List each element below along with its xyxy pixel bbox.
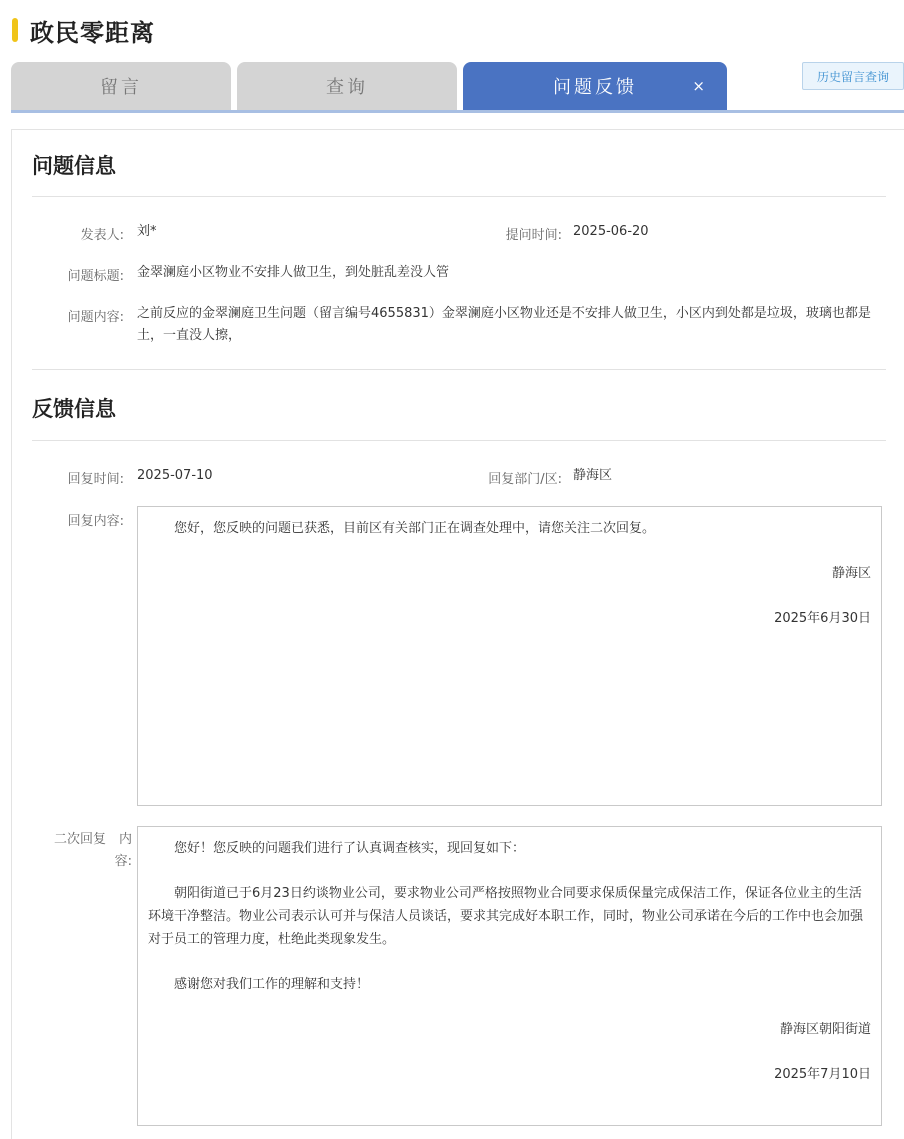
reply-content-box (137, 506, 882, 806)
divider (32, 440, 886, 441)
page-header (12, 14, 155, 46)
ask-time-value: 2025-06-20 (573, 224, 649, 239)
reply-dept-value: 静海区 (573, 468, 613, 483)
reply-date: 2025年6月30日 (774, 611, 871, 626)
second-reply-p3: 感谢您对我们工作的理解和支持！ (174, 977, 370, 992)
second-reply-p2: 朝阳街道已于6月23日约谈物业公司，要求物业公司严格按照物业合同要求保质保量完成保洁工作，保证各位业主的生活环境干净整洁。物业公司表示认可并与保洁人员谈话，要求其完成好本职工作，同时，物业公司承诺在今后的工作中也会加强对于员工的管理力度，杜绝此类现象发生。 (148, 886, 864, 947)
second-reply-date: 2025年7月10日 (774, 1067, 871, 1082)
tab-underline (11, 110, 904, 113)
divider (32, 196, 886, 197)
tab-feedback-label: 问题反馈 (553, 77, 637, 98)
reply-body: 您好，您反映的问题已获悉，目前区有关部门正在调查处理中，请您关注二次回复。 (174, 521, 656, 536)
divider (32, 369, 886, 370)
reply-content-label: 回复内容: (67, 514, 124, 529)
page-title: 政民零距离 (30, 18, 155, 47)
second-reply-p1: 您好！您反映的问题我们进行了认真调查核实，现回复如下： (174, 841, 526, 856)
tab-message[interactable]: 留言 (11, 62, 231, 110)
tab-bar (11, 62, 904, 114)
reply-signature: 静海区 (831, 566, 871, 581)
second-reply-label-line1: 二次回复 内 (53, 832, 132, 847)
close-icon[interactable]: × (692, 77, 705, 95)
poster-label: 发表人: (80, 228, 124, 243)
detail-panel (11, 129, 904, 1139)
tab-feedback[interactable] (463, 62, 727, 110)
feedback-section-title: 反馈信息 (32, 397, 116, 421)
ask-time-label: 提问时间: (505, 228, 562, 243)
reply-dept-label: 回复部门/区: (488, 472, 562, 487)
second-reply-label (32, 829, 132, 873)
tab-query[interactable]: 查询 (237, 62, 457, 110)
content-value: 之前反应的金翠澜庭卫生问题（留言编号4655831）金翠澜庭小区物业还是不安排人做卫生，小区内到处都是垃圾，玻璃也都是土，一直没人擦， (137, 306, 871, 343)
title-accent-bar (12, 18, 18, 42)
second-reply-label-line2: 容: (114, 854, 132, 869)
reply-time-label: 回复时间: (67, 472, 124, 487)
history-query-button[interactable]: 历史留言查询 (802, 62, 904, 90)
second-reply-signature: 静海区朝阳街道 (779, 1022, 871, 1037)
subject-label: 问题标题: (67, 269, 124, 284)
second-reply-box (137, 826, 882, 1126)
content-label: 问题内容: (67, 310, 124, 325)
subject-value: 金翠澜庭小区物业不安排人做卫生，到处脏乱差没人管 (137, 265, 450, 280)
reply-time-value: 2025-07-10 (137, 468, 213, 483)
question-section-title: 问题信息 (32, 154, 116, 178)
poster-value: 刘* (137, 224, 157, 239)
